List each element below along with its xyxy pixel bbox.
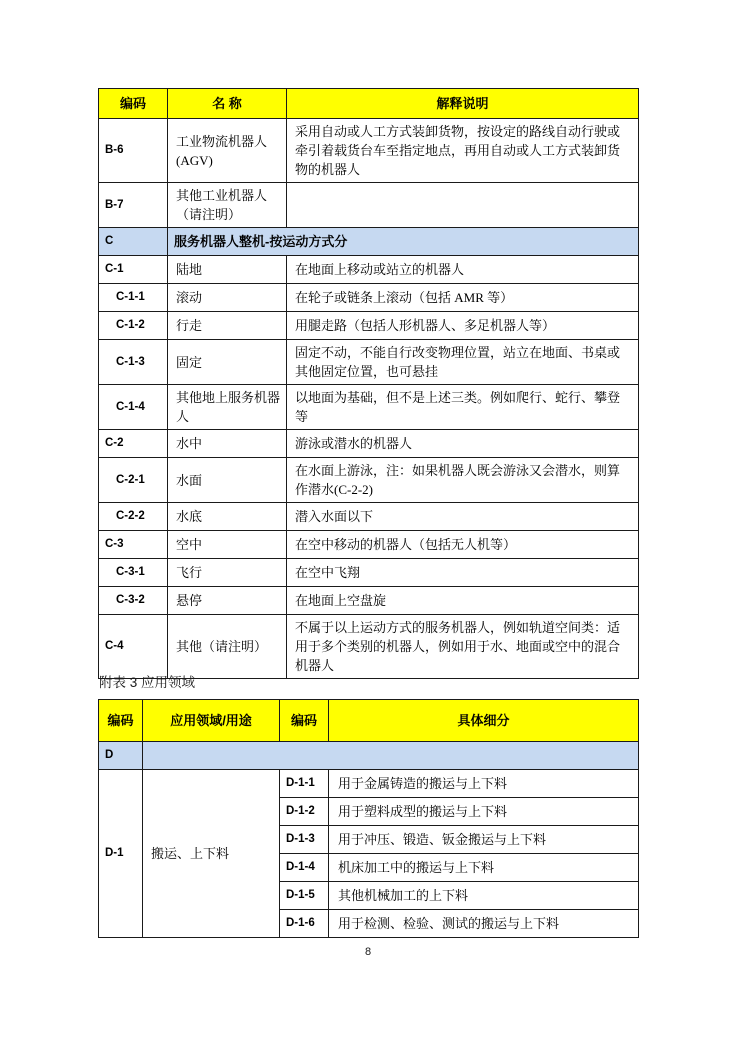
table-row xyxy=(99,503,639,531)
name-cell: 行走 xyxy=(168,312,287,340)
table1-header xyxy=(99,89,639,119)
name-cell: 悬停 xyxy=(168,587,287,615)
code-cell: C-3-1 xyxy=(99,559,168,587)
subcode-cell: D-1-6 xyxy=(280,910,329,938)
desc-cell: 在地面上移动或站立的机器人 xyxy=(287,256,639,284)
detail-cell: 用于冲压、锻造、钣金搬运与上下料 xyxy=(329,826,639,854)
table-row xyxy=(99,559,639,587)
table-row xyxy=(99,340,639,385)
code-cell: B-6 xyxy=(99,119,168,183)
table2-body xyxy=(99,742,639,938)
page-number: 8 xyxy=(364,946,372,958)
detail-cell: 其他机械加工的上下料 xyxy=(329,882,639,910)
subcode-cell: D-1-3 xyxy=(280,826,329,854)
code-cell: B-7 xyxy=(99,183,168,228)
code-cell: C-1-1 xyxy=(99,284,168,312)
name-cell: 其他地上服务机器人 xyxy=(168,385,287,430)
name-cell: 固定 xyxy=(168,340,287,385)
table-row xyxy=(99,587,639,615)
name-cell: 水面 xyxy=(168,458,287,503)
desc-cell: 在空中移动的机器人（包括无人机等） xyxy=(287,531,639,559)
name-cell: 滚动 xyxy=(168,284,287,312)
col-header-detail: 具体细分 xyxy=(329,700,639,742)
col-header-desc: 解释说明 xyxy=(287,89,639,119)
detail-cell: 用于塑料成型的搬运与上下料 xyxy=(329,798,639,826)
code-cell: C-4 xyxy=(99,615,168,679)
application-table-wrap xyxy=(98,699,639,938)
section-title-cell xyxy=(143,742,639,770)
code-cell: C-1-2 xyxy=(99,312,168,340)
code-cell: C-1 xyxy=(99,256,168,284)
name-cell: 飞行 xyxy=(168,559,287,587)
subcode-cell: D-1-5 xyxy=(280,882,329,910)
table-row xyxy=(99,119,639,183)
table-row xyxy=(99,430,639,458)
desc-cell xyxy=(287,183,639,228)
desc-cell: 以地面为基础，但不是上述三类。例如爬行、蛇行、攀登等 xyxy=(287,385,639,430)
name-cell: 陆地 xyxy=(168,256,287,284)
name-cell: 水中 xyxy=(168,430,287,458)
application-domain-table xyxy=(98,699,639,938)
col-header-name: 名 称 xyxy=(168,89,287,119)
table-row xyxy=(99,770,639,798)
name-cell: 水底 xyxy=(168,503,287,531)
table1-body xyxy=(99,119,639,679)
name-cell: 空中 xyxy=(168,531,287,559)
detail-cell: 机床加工中的搬运与上下料 xyxy=(329,854,639,882)
appendix-table-title: 附表 3 应用领域 xyxy=(99,675,196,690)
name-cell: 工业物流机器人 (AGV) xyxy=(168,119,287,183)
table-row xyxy=(99,531,639,559)
table-row xyxy=(99,256,639,284)
section-code-cell: C xyxy=(99,228,168,256)
desc-cell: 在空中飞翔 xyxy=(287,559,639,587)
col-header-code: 编码 xyxy=(99,700,143,742)
section-title-cell: 服务机器人整机-按运动方式分 xyxy=(168,228,639,256)
table-row xyxy=(99,312,639,340)
classification-table-wrap xyxy=(98,88,639,679)
name-cell: 其他工业机器人（请注明） xyxy=(168,183,287,228)
code-cell: C-3 xyxy=(99,531,168,559)
subcode-cell: D-1-1 xyxy=(280,770,329,798)
table-row xyxy=(99,284,639,312)
desc-cell: 用腿走路（包括人形机器人、多足机器人等） xyxy=(287,312,639,340)
group-name-cell: 搬运、上下料 xyxy=(143,770,280,938)
col-header-domain: 应用领域/用途 xyxy=(143,700,280,742)
code-cell: C-1-4 xyxy=(99,385,168,430)
header-row xyxy=(99,89,639,119)
code-cell: C-2-2 xyxy=(99,503,168,531)
desc-cell: 在水面上游泳，注：如果机器人既会游泳又会潜水，则算作潜水(C-2-2) xyxy=(287,458,639,503)
code-cell: C-3-2 xyxy=(99,587,168,615)
subcode-cell: D-1-2 xyxy=(280,798,329,826)
desc-cell: 游泳或潜水的机器人 xyxy=(287,430,639,458)
table-row xyxy=(99,183,639,228)
table-row xyxy=(99,615,639,679)
desc-cell: 在地面上空盘旋 xyxy=(287,587,639,615)
desc-cell: 固定不动，不能自行改变物理位置，站立在地面、书桌或其他固定位置，也可悬挂 xyxy=(287,340,639,385)
detail-cell: 用于检测、检验、测试的搬运与上下料 xyxy=(329,910,639,938)
col-header-code: 编码 xyxy=(99,89,168,119)
section-row xyxy=(99,742,639,770)
code-cell: C-1-3 xyxy=(99,340,168,385)
code-cell: C-2 xyxy=(99,430,168,458)
code-cell: C-2-1 xyxy=(99,458,168,503)
group-code-cell: D-1 xyxy=(99,770,143,938)
col-header-subcode: 编码 xyxy=(280,700,329,742)
table2-header xyxy=(99,700,639,742)
name-cell: 其他（请注明） xyxy=(168,615,287,679)
desc-cell: 采用自动或人工方式装卸货物，按设定的路线自动行驶或牵引着载货台车至指定地点，再用自动或人工方式装卸货物的机器人 xyxy=(287,119,639,183)
section-code-cell: D xyxy=(99,742,143,770)
section-row xyxy=(99,228,639,256)
desc-cell: 潜入水面以下 xyxy=(287,503,639,531)
subcode-cell: D-1-4 xyxy=(280,854,329,882)
robot-classification-table xyxy=(98,88,639,679)
table-row xyxy=(99,458,639,503)
desc-cell: 在轮子或链条上滚动（包括 AMR 等） xyxy=(287,284,639,312)
table-row xyxy=(99,385,639,430)
header-row xyxy=(99,700,639,742)
detail-cell: 用于金属铸造的搬运与上下料 xyxy=(329,770,639,798)
desc-cell: 不属于以上运动方式的服务机器人，例如轨道空间类：适用于多个类别的机器人，例如用于水、地面或空中的混合机器人 xyxy=(287,615,639,679)
